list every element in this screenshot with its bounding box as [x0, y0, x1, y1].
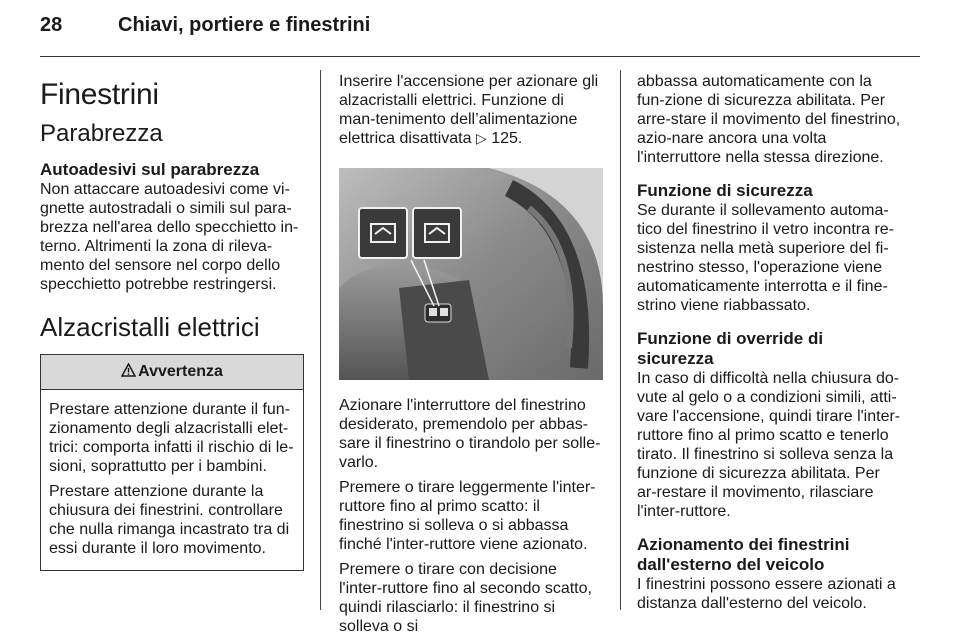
- section-title: Alzacristalli elettrici: [40, 312, 260, 342]
- paragraph: Azionare l'interruttore del finestrino desiderato, premendolo per abbas-sare il finestrino o tirandolo per solle-varlo.: [339, 397, 601, 471]
- chapter-title: Chiavi, portiere e finestrini: [118, 14, 371, 36]
- paragraph: abbassa automaticamente con la fun-zione di sicurezza abilitata. Per arre-stare il movimento del finestrino, azio-nare ancora una volta l'interruttore nella stessa direzione.: [637, 73, 901, 166]
- column-left: [40, 72, 304, 571]
- paragraph: Se durante il sollevamento automa-tico del finestrino il vetro incontra re-sistenza nella metà superiore del fi-nestrino stesso, l'operazione viene automaticamente interrotta e il fine-strino viene riabbassato.: [637, 202, 894, 314]
- paragraph: [339, 72, 603, 148]
- warning-paragraph: Prestare attenzione durante il fun-zionamento degli alzacristalli elet-trici: comporta infatti il rischio di le-sioni, soprattutto per i bambini.: [49, 401, 294, 475]
- header-rule: [40, 56, 920, 57]
- paragraph: In caso di difficoltà nella chiusura do-vute al gelo o a condizioni simili, atti-vare l'accensione, quindi tirare l'inter-ruttore fino al primo scatto e tenerlo tirato. Il finestrino si solleva senza la funzione di sicurezza abilitata. Per ar-restare il movimento, rilasciare l'inter-ruttore.: [637, 370, 901, 520]
- page-header: [40, 14, 920, 54]
- page-number: 28: [40, 14, 63, 36]
- paragraph: I finestrini possono essere azionati a distanza dall'esterno del veicolo.: [637, 576, 896, 612]
- column-middle: [339, 72, 603, 642]
- warning-header: [41, 355, 303, 390]
- subsection-title: Parabrezza: [40, 120, 163, 147]
- page-reference: 125.: [491, 130, 523, 147]
- warning-body: [41, 390, 303, 570]
- reference-arrow-icon: ▷: [475, 130, 487, 146]
- warning-title: Avvertenza: [138, 363, 223, 380]
- paragraph: Premere o tirare leggermente l'inter-ruttore fino al primo scatto: il finestrino si solleva o si abbassa finché l'inter-ruttore viene azionato.: [339, 479, 596, 553]
- paragraph: Non attaccare autoadesivi come vi-gnette autostradali o simili sul para-brezza nell'area dello specchietto in-terno. Altrimenti la zona di rileva-mento del sensore nel corpo dello specchietto potrebbe restringersi.: [40, 181, 299, 293]
- column-divider: [620, 70, 621, 610]
- warning-triangle-icon: [121, 355, 136, 389]
- warning-paragraph: Prestare attenzione durante la chiusura dei finestrini. controllare che nulla rimanga incastrato tra di essi durante il loro movimento.: [49, 483, 290, 557]
- subsection-title: Azionamento dei finestrini dall'esterno del veicolo: [637, 535, 850, 574]
- subsubsection-title: Autoadesivi sul parabrezza: [40, 160, 260, 179]
- subsection-title: Funzione di sicurezza: [637, 181, 813, 200]
- paragraph: Premere o tirare con decisione l'inter-ruttore fino al secondo scatto, quindi rilasciarlo: il finestrino si solleva o si: [339, 561, 592, 635]
- column-right: [637, 72, 903, 619]
- window-switch-photo: [339, 168, 603, 380]
- warning-box: [40, 354, 304, 571]
- subsection-title: Funzione di override di sicurezza: [637, 329, 824, 368]
- section-title: Finestrini: [40, 78, 159, 111]
- column-divider: [320, 70, 321, 610]
- intro-text: Inserire l'accensione per azionare gli alzacristalli elettrici. Funzione di man-tenimento dell’alimentazione elettrica disattivata: [339, 73, 599, 147]
